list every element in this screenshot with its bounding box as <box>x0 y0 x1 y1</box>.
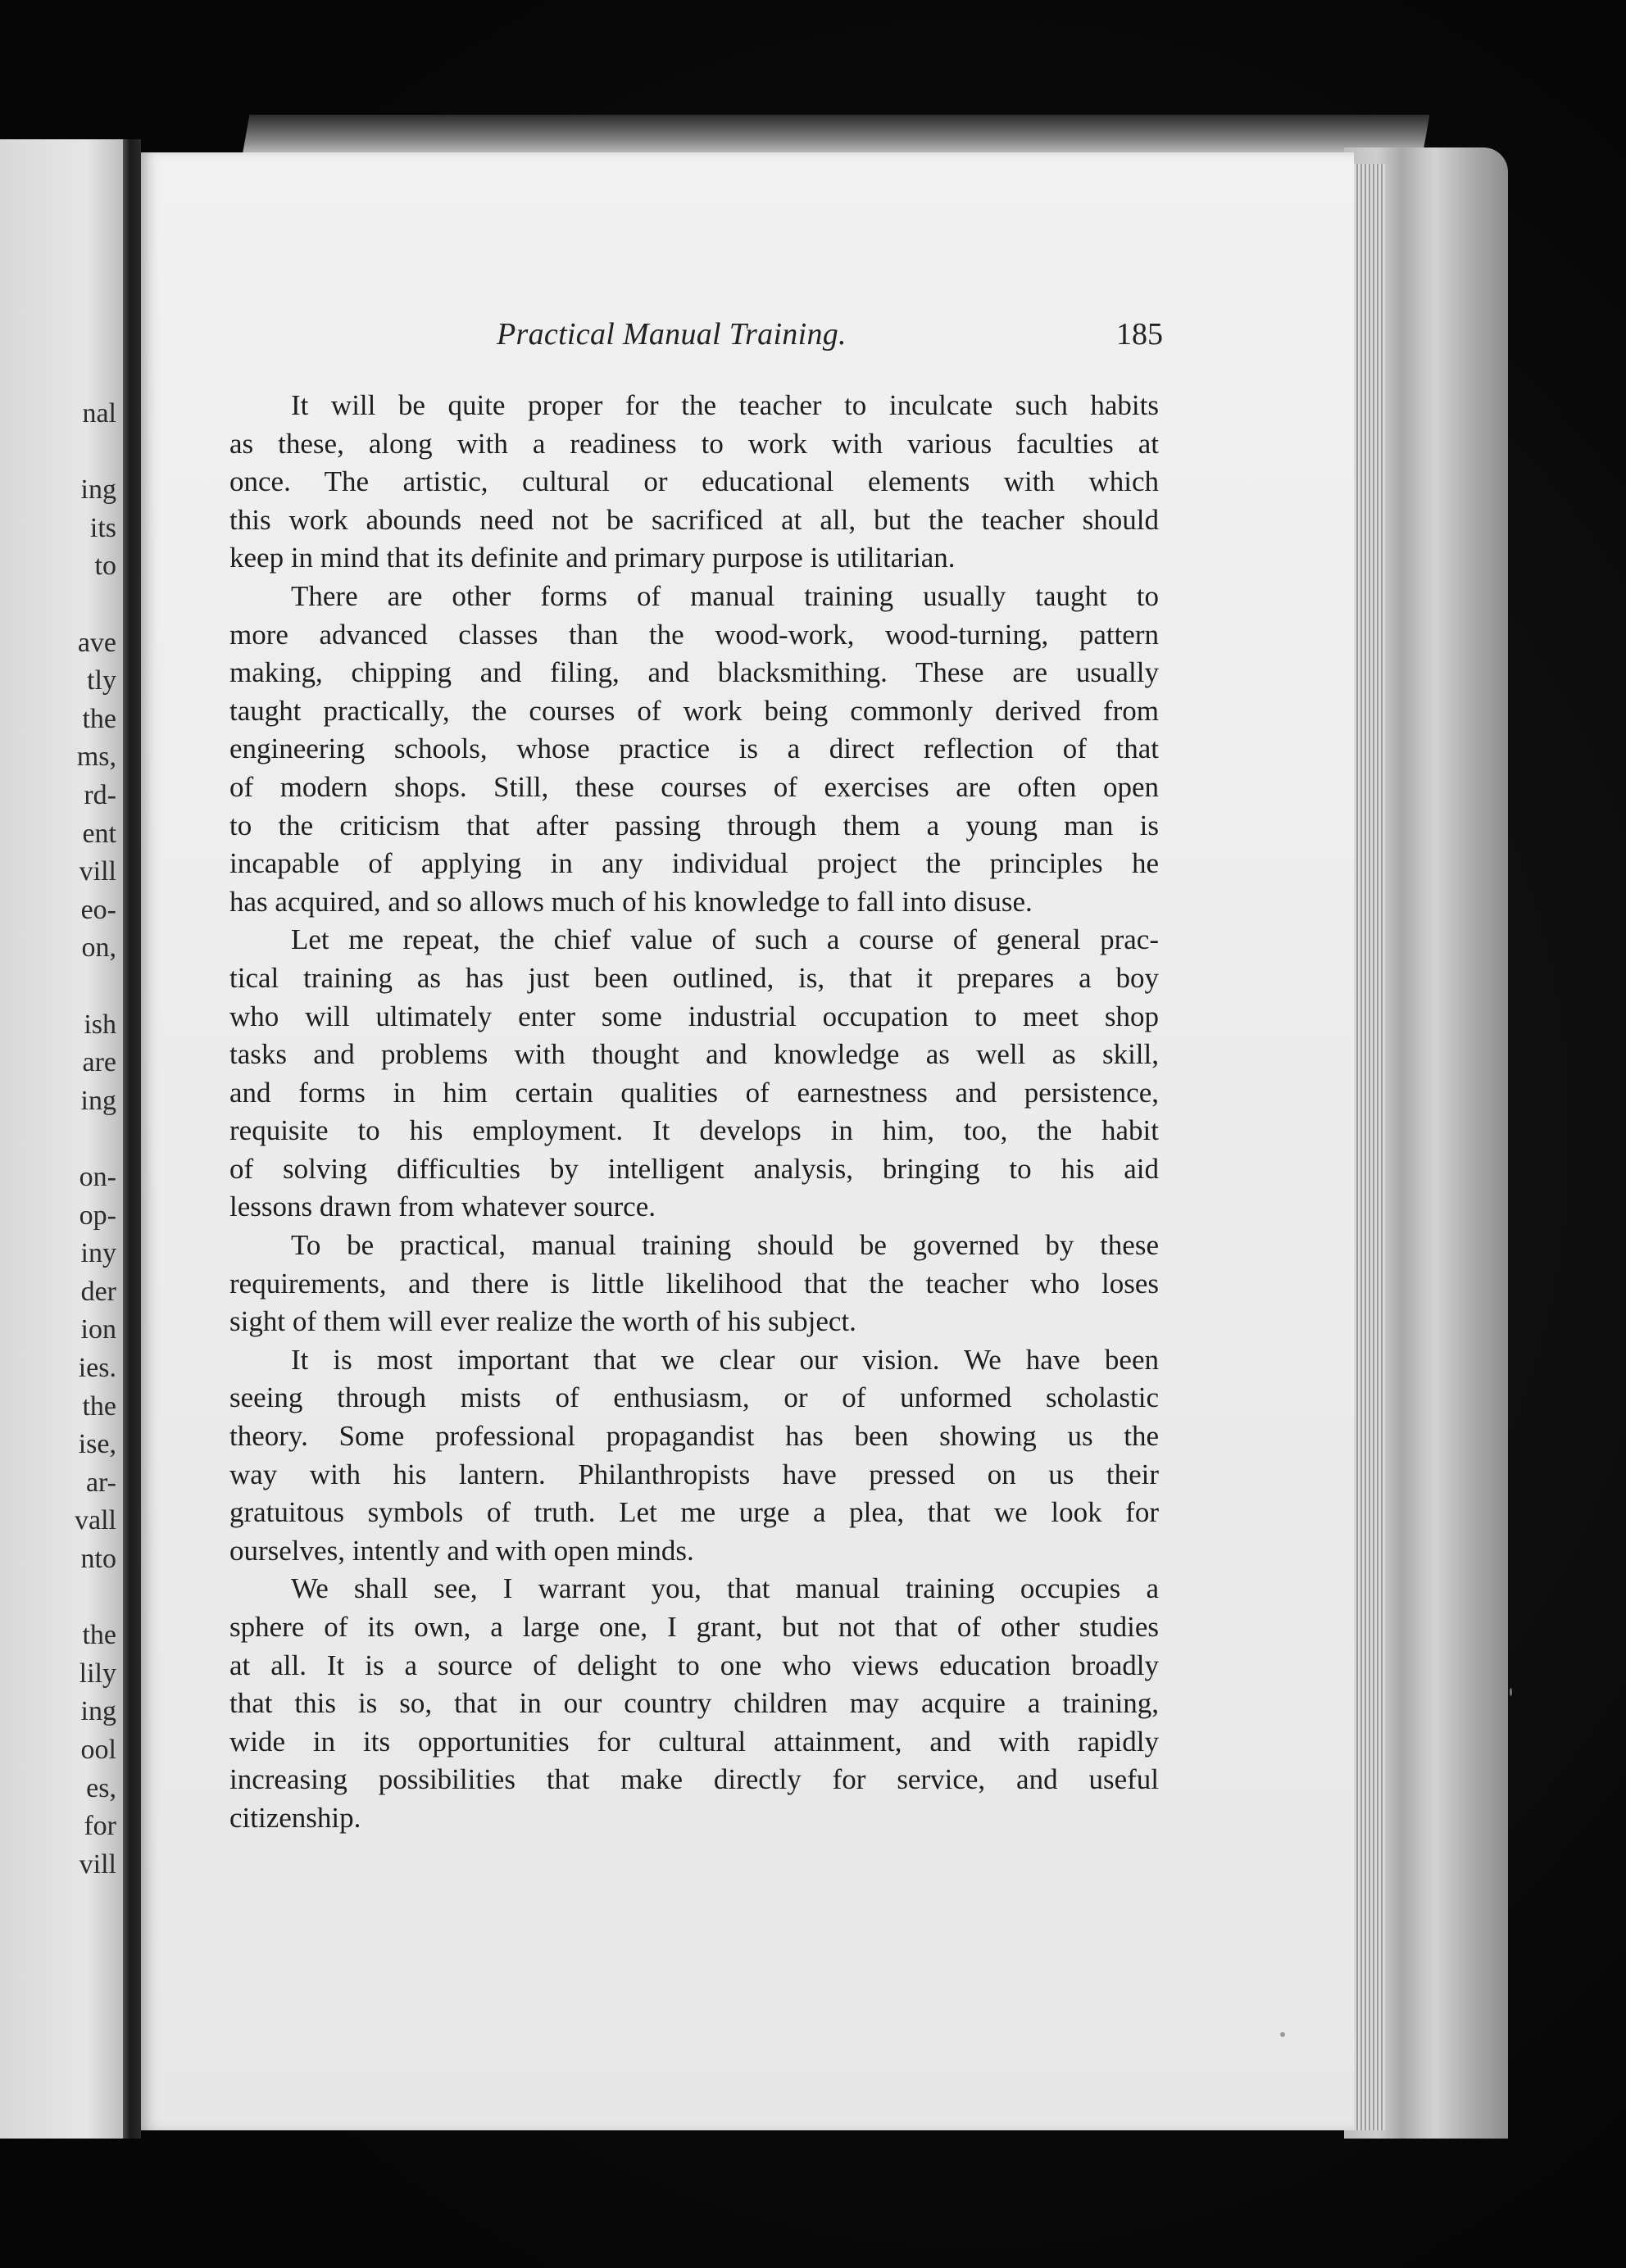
body-text <box>229 387 1159 1838</box>
text-line: once. The artistic, cultural or educational elements with which <box>229 465 1159 498</box>
text-line: taught practically, the courses of work being commonly derived from <box>229 694 1159 727</box>
facing-page-fragment: ing <box>80 474 116 506</box>
page-number: 185 <box>1116 317 1163 352</box>
text-line: tical training as has just been outlined, is, that it prepares a boy <box>229 961 1159 994</box>
facing-page-fragment: nal <box>82 398 116 429</box>
text-line: tasks and problems with thought and knowledge as well as skill, <box>229 1038 1159 1071</box>
text-line: at all. It is a source of delight to one who views education broadly <box>229 1649 1159 1681</box>
page-stack-top-edge <box>243 115 1430 156</box>
text-line: increasing possibilities that make directly for service, and useful <box>229 1763 1159 1796</box>
dust-speck <box>1280 2032 1285 2037</box>
text-line: We shall see, I warrant you, that manual training occupies a <box>291 1572 1159 1605</box>
text-line: lessons drawn from whatever source. <box>229 1191 656 1223</box>
facing-page-fragment: rd- <box>84 780 116 810</box>
text-line: incapable of applying in any individual project the principles he <box>229 847 1159 880</box>
text-line: There are other forms of manual training usually taught to <box>291 579 1159 612</box>
text-line: and forms in him certain qualities of earnestness and persistence, <box>229 1076 1159 1109</box>
facing-page-fragment: es, <box>86 1772 116 1803</box>
facing-page-fragment: for <box>84 1811 116 1842</box>
facing-page-fragment: ms, <box>76 742 116 773</box>
text-line: sphere of its own, a large one, I grant, but not that of other studies <box>229 1611 1159 1643</box>
dust-speck <box>1510 1688 1512 1696</box>
facing-page-fragment: on, <box>81 932 116 964</box>
page-edges <box>1352 164 1385 2130</box>
facing-page-fragment: on- <box>79 1162 116 1192</box>
facing-page-fragment: der <box>80 1276 116 1307</box>
text-line: seeing through mists of enthusiasm, or of unformed scholastic <box>229 1381 1159 1414</box>
text-line: To be practical, manual training should be governed by these <box>291 1229 1159 1262</box>
facing-page-fragment: op- <box>79 1200 116 1231</box>
text-line: requisite to his employment. It develops in him, too, the habit <box>229 1114 1159 1147</box>
text-line: wide in its opportunities for cultural attainment, and with rapidly <box>229 1725 1159 1758</box>
text-line: It will be quite proper for the teacher to inculcate such habits <box>291 389 1159 421</box>
text-line: gratuitous symbols of truth. Let me urge a plea, that we look for <box>229 1496 1159 1529</box>
book-gutter <box>123 139 141 2139</box>
facing-page-fragment: vill <box>79 856 116 887</box>
text-line: theory. Some professional propagandist has been showing us the <box>229 1420 1159 1453</box>
text-line: to the criticism that after passing through them a young man is <box>229 809 1159 841</box>
text-line: of modern shops. Still, these courses of exercises are often open <box>229 770 1159 803</box>
text-line: has acquired, and so allows much of his knowledge to fall into disuse. <box>229 885 1033 918</box>
facing-page-fragment: the <box>82 1620 116 1651</box>
text-line: ourselves, intently and with open minds. <box>229 1534 694 1567</box>
facing-page-fragment: ish <box>84 1009 116 1040</box>
facing-page-fragment: ise, <box>78 1429 116 1460</box>
facing-page-fragment: ave <box>77 627 116 658</box>
facing-page-fragment: the <box>82 1390 116 1422</box>
facing-page-fragment: ent <box>82 818 116 849</box>
text-line: citizenship. <box>229 1801 361 1834</box>
facing-page-fragment: ion <box>80 1314 116 1345</box>
running-head-title: Practical Manual Training. <box>497 317 847 352</box>
text-line: as these, along with a readiness to work with various faculties at <box>229 427 1159 460</box>
facing-page-fragment: tly <box>87 665 116 696</box>
facing-page-fragment: ing <box>80 1696 116 1727</box>
facing-page-fragment: eo- <box>80 894 116 925</box>
text-line: more advanced classes than the wood-work, wood-turning, pattern <box>229 618 1159 651</box>
facing-page-fragment: ies. <box>78 1353 116 1383</box>
facing-page-fragment: ing <box>80 1085 116 1116</box>
facing-page-fragment: vill <box>79 1848 116 1880</box>
facing-page-fragment: nto <box>80 1544 116 1574</box>
text-line: keep in mind that its definite and primary purpose is utilitarian. <box>229 542 956 574</box>
facing-page-left <box>0 139 123 2139</box>
text-line: of solving difficulties by intelligent analysis, bringing to his aid <box>229 1152 1159 1185</box>
facing-page-fragment: lily <box>79 1658 116 1689</box>
text-line: engineering schools, whose practice is a direct reflection of that <box>229 733 1159 765</box>
facing-page-fragment: to <box>94 551 116 582</box>
running-head <box>0 316 1626 365</box>
facing-page-fragment: are <box>82 1047 116 1078</box>
text-line: way with his lantern. Philanthropists have pressed on us their <box>229 1458 1159 1490</box>
facing-page-fragment: vall <box>75 1505 116 1536</box>
text-line: It is most important that we clear our vision. We have been <box>291 1343 1159 1376</box>
text-line: requirements, and there is little likelihood that the teacher who loses <box>229 1267 1159 1300</box>
text-line: making, chipping and filing, and blacksmithing. These are usually <box>229 656 1159 689</box>
text-line: who will ultimately enter some industrial occupation to meet shop <box>229 1000 1159 1032</box>
facing-page-fragment: iny <box>80 1238 116 1269</box>
facing-page-fragment: ool <box>80 1735 116 1765</box>
text-line: that this is so, that in our country children may acquire a training, <box>229 1687 1159 1720</box>
facing-page-fragment: the <box>82 703 116 734</box>
text-line: Let me repeat, the chief value of such a course of general prac- <box>291 923 1159 956</box>
text-line: sight of them will ever realize the worth of his subject. <box>229 1305 856 1338</box>
text-line: this work abounds need not be sacrificed at all, but the teacher should <box>229 503 1159 536</box>
facing-page-fragment: ar- <box>85 1467 116 1498</box>
facing-page-fragment: its <box>89 512 116 543</box>
